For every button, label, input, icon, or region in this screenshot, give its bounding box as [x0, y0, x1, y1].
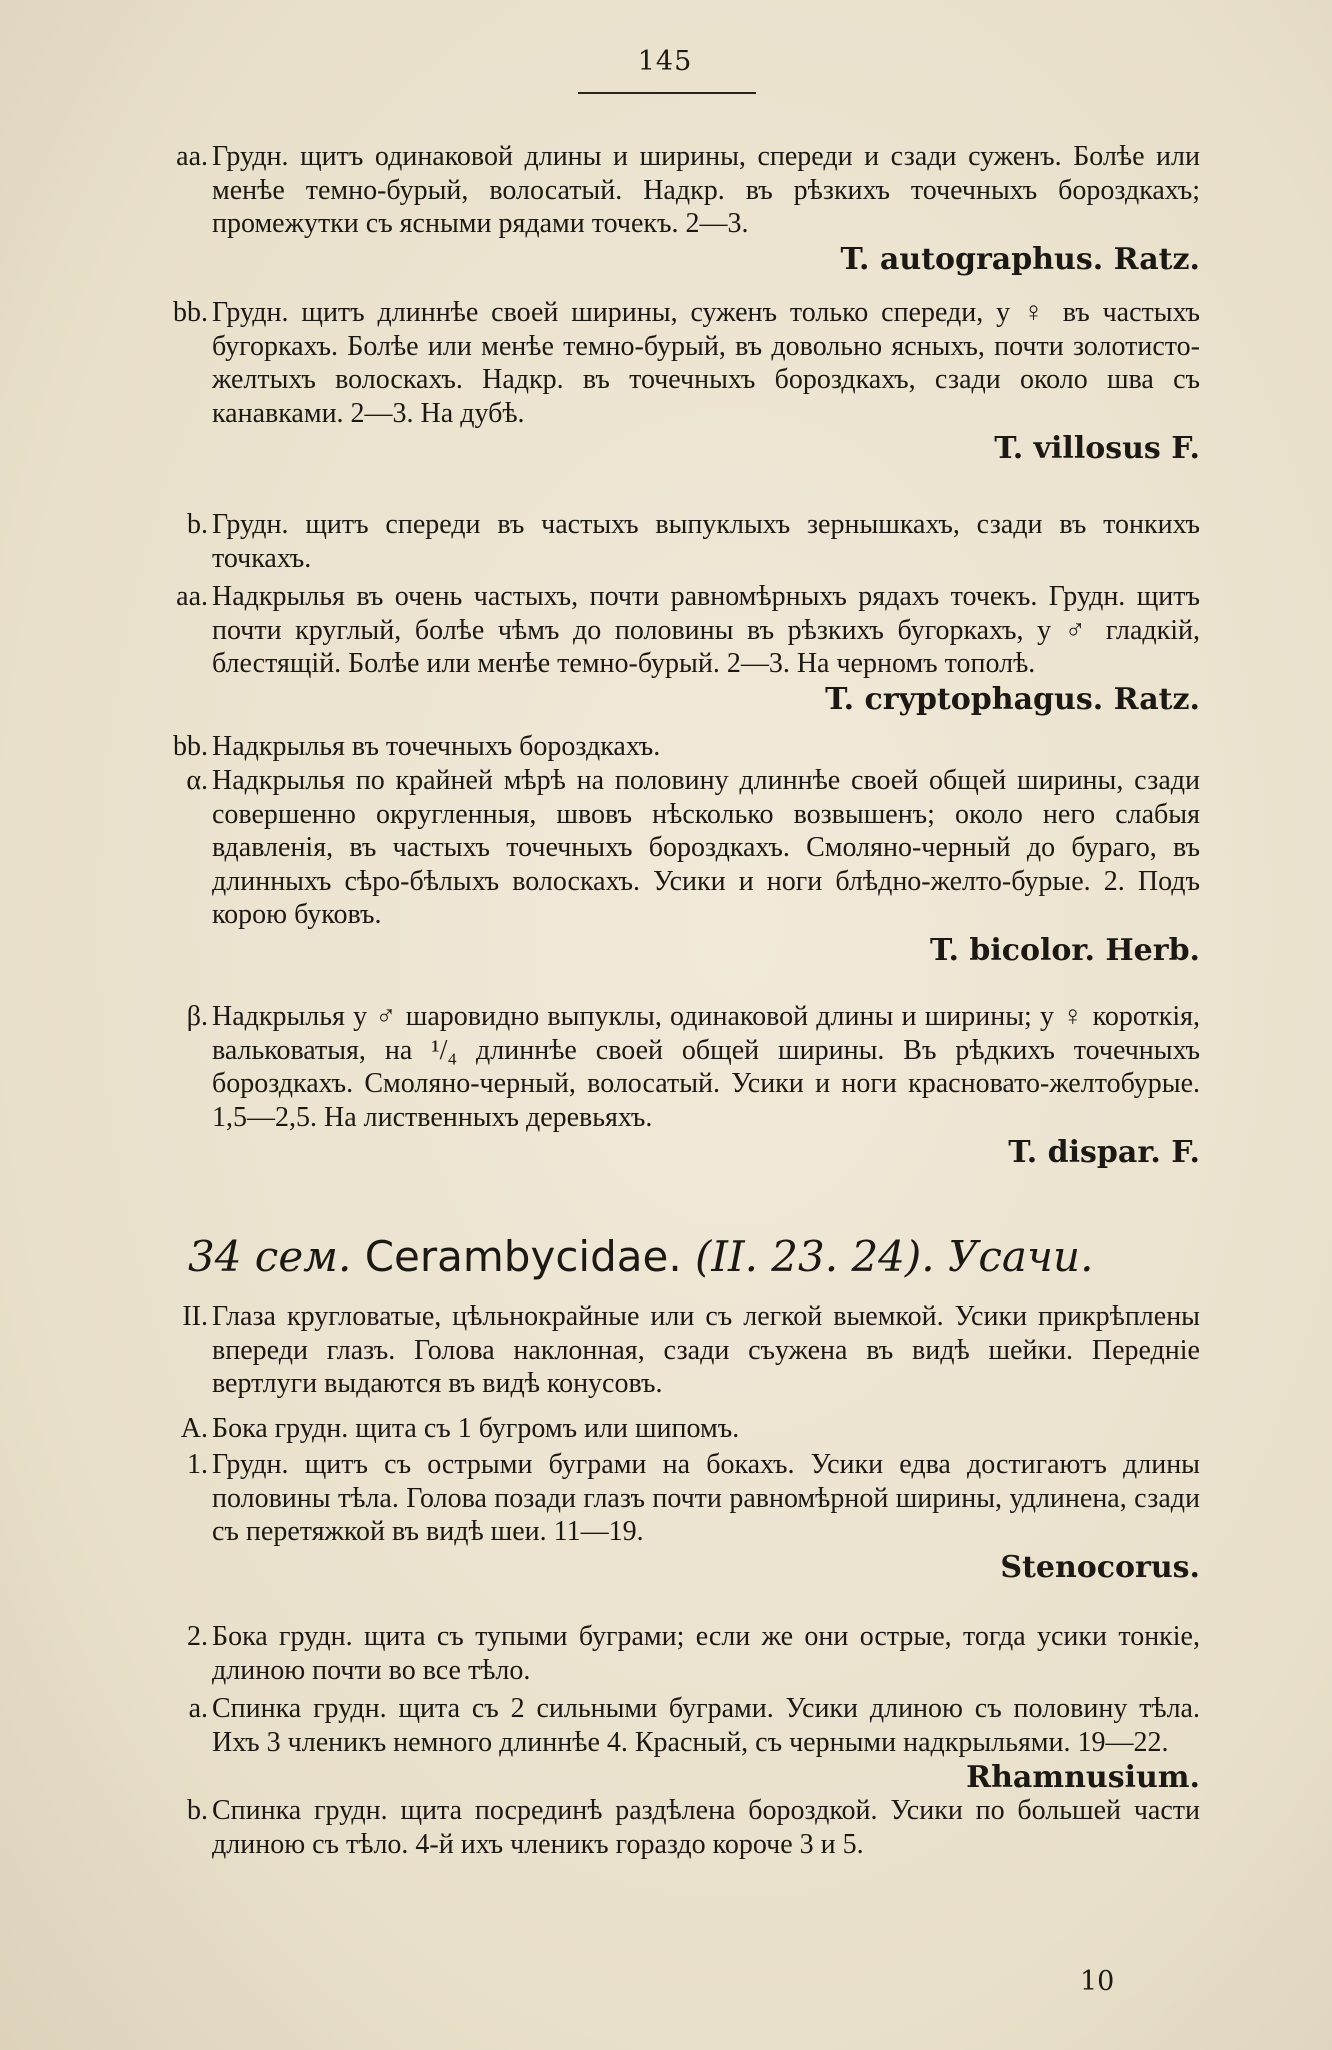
entry-text: Глаза кругловатые, цѣльнокрайные или съ легкой выемкой. Усики прикрѣплены впереди глазъ. Голова наклонная, сзади съужена въ видѣ шейки. Передніе вертлуги выдаются въ видѣ конусовъ.	[212, 1301, 1200, 1399]
entry-text: Грудн. щитъ спереди въ частыхъ выпуклыхъ зернышкахъ, сзади въ тонкихъ точкахъ.	[212, 509, 1200, 574]
key-entry	[140, 1412, 1200, 1446]
key-entry	[140, 1000, 1200, 1170]
entry-label: β.	[186, 1001, 208, 1032]
key-entry	[140, 764, 1200, 967]
entry-label: II.	[182, 1301, 208, 1332]
signature-mark: 10	[1080, 1966, 1115, 1997]
entry-text: Надкрылья у ♂ шаровидно выпуклы, одинаковой длины и ширины; у ♀ короткія, вальковатыя, на ¹/₄ длиннѣе своей общей ширины. Въ рѣдкихъ точечныхъ бороздкахъ. Смоляно-черный, волосатый. Усики и ноги красновато-желтобурые. 1,5—2,5. На лиственныхъ деревьяхъ.	[212, 1001, 1200, 1133]
key-entry	[140, 1794, 1200, 1861]
species-name: T. villosus F.	[994, 431, 1200, 466]
key-entry	[140, 1300, 1200, 1401]
species-name: T. cryptophagus. Ratz.	[825, 681, 1200, 717]
entry-text: Грудн. щитъ длиннѣе своей ширины, суженъ только спереди, у ♀ въ частыхъ бугоркахъ. Болѣе или менѣе темно-бурый, въ довольно ясныхъ, почти золотисто-желтыхъ волоскахъ. Надкр. въ точечныхъ бороздкахъ, сзади около шва съ канавками. 2—3. На дубѣ.	[212, 297, 1200, 429]
entry-text: Грудн. щитъ съ острыми буграми на бокахъ. Усики едва достигаютъ длины половины тѣла. Голова позади глазъ почти равномѣрной ширины, удлинена, сзади съ перетяжкой въ видѣ шеи. 11—19.	[212, 1449, 1200, 1547]
page-number-rule	[578, 92, 756, 94]
entry-label: A.	[180, 1413, 208, 1444]
genus-name: Rhamnusium.	[966, 1760, 1200, 1795]
entry-text: Бока грудн. щита съ тупыми буграми; если же они острые, тогда усики тонкіе, длиною почти во все тѣло.	[212, 1621, 1200, 1686]
entry-label: bb.	[173, 731, 208, 762]
entry-label: b.	[187, 509, 208, 540]
key-entry	[140, 140, 1200, 276]
family-reference: (II. 23. 24).	[695, 1232, 935, 1281]
key-entry	[140, 580, 1200, 716]
species-name: T. autographus. Ratz.	[840, 241, 1200, 277]
entry-label: a.	[188, 1693, 208, 1724]
key-entry	[140, 508, 1200, 575]
key-entry	[140, 296, 1200, 466]
entry-text: Грудн. щитъ одинаковой длины и ширины, спереди и сзади суженъ. Болѣе или менѣе темно-бурый, волосатый. Надкр. въ рѣзкихъ точечныхъ бороздкахъ; промежутки съ ясными рядами точекъ. 2—3.	[212, 141, 1200, 239]
family-prefix: 34 сем.	[188, 1232, 352, 1281]
entry-label: 1.	[187, 1449, 208, 1480]
entry-label: аа.	[176, 141, 208, 172]
family-name: Cerambycidae.	[364, 1232, 682, 1281]
entry-label: аа.	[176, 581, 208, 612]
entry-text: Бока грудн. щита съ 1 бугромъ или шипомъ.	[212, 1413, 740, 1444]
key-entry	[140, 1692, 1200, 1795]
entry-text: Спинка грудн. щита посрединѣ раздѣлена бороздкой. Усики по большей части длиною съ тѣло. 4-й ихъ членикъ гораздо короче 3 и 5.	[212, 1795, 1200, 1860]
page-number: 145	[637, 46, 693, 77]
entry-label: b.	[187, 1795, 208, 1826]
family-common-name: Усачи.	[947, 1232, 1094, 1281]
entry-text: Надкрылья въ точечныхъ бороздкахъ.	[212, 731, 661, 762]
genus-name: Stenocorus.	[1000, 1549, 1200, 1585]
species-name: T. bicolor. Herb.	[930, 932, 1200, 968]
key-entry	[140, 730, 1200, 764]
family-heading	[188, 1232, 1188, 1282]
entry-label: 2.	[187, 1621, 208, 1652]
entry-text: Надкрылья по крайней мѣрѣ на половину длиннѣе своей общей ширины, сзади совершенно округленныя, швовъ нѣсколько возвышенъ; около него слабыя вдавленія, въ частыхъ точечныхъ бороздкахъ. Смоляно-черный до бураго, въ длинныхъ сѣро-бѣлыхъ волоскахъ. Усики и ноги блѣдно-желто-бурые. 2. Подъ корою буковъ.	[212, 765, 1200, 930]
key-entry	[140, 1620, 1200, 1687]
entry-text: Надкрылья въ очень частыхъ, почти равномѣрныхъ рядахъ точекъ. Грудн. щитъ почти круглый, болѣе чѣмъ до половины въ рѣзкихъ бугоркахъ, у ♂ гладкій, блестящій. Болѣе или менѣе темно-бурый. 2—3. На черномъ тополѣ.	[212, 581, 1200, 679]
key-entry	[140, 1448, 1200, 1584]
entry-label: α.	[186, 765, 208, 796]
entry-text: Спинка грудн. щита съ 2 сильными буграми. Усики длиною съ половину тѣла. Ихъ 3 члeникъ немного длиннѣе 4. Красный, съ черными надкрыльями. 19—22.	[212, 1693, 1200, 1758]
entry-label: bb.	[173, 297, 208, 328]
species-name: T. dispar. F.	[1008, 1135, 1200, 1170]
